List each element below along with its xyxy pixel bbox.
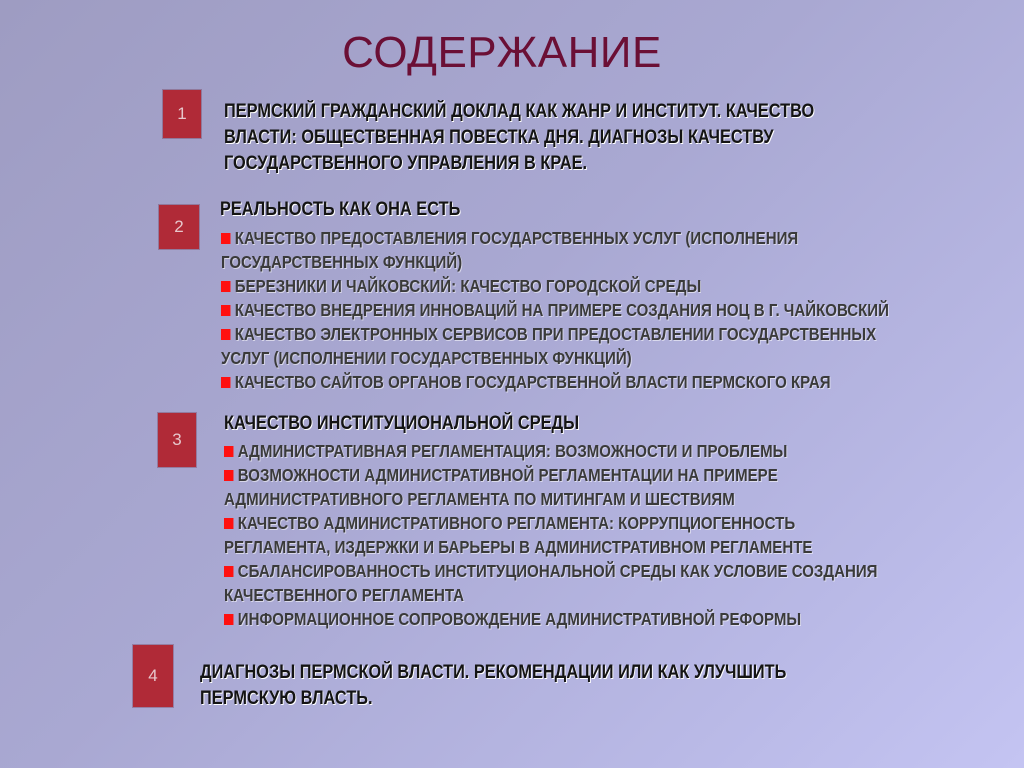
section-number-4: 4 [133, 645, 173, 707]
section-4-heading [200, 660, 786, 712]
red-square-bullet-icon [224, 518, 233, 529]
list-item-text: АДМИНИСТРАТИВНАЯ РЕГЛАМЕНТАЦИЯ: ВОЗМОЖНОСТИ И ПРОБЛЕМЫ [237, 441, 788, 461]
list-item [221, 322, 889, 370]
list-item [224, 511, 877, 559]
section-2-heading: РЕАЛЬНОСТЬ КАК ОНА ЕСТЬ [220, 199, 461, 220]
list-item-text: КАЧЕСТВО ВНЕДРЕНИЯ ИННОВАЦИЙ НА ПРИМЕРЕ СОЗДАНИЯ НОЦ В Г. ЧАЙКОВСКИЙ [234, 300, 889, 320]
section-4-heading-line: ДИАГНОЗЫ ПЕРМСКОЙ ВЛАСТИ. РЕКОМЕНДАЦИИ ИЛИ КАК УЛУЧШИТЬ [200, 662, 787, 683]
list-item-text: СБАЛАНСИРОВАННОСТЬ ИНСТИТУЦИОНАЛЬНОЙ СРЕДЫ КАК УСЛОВИЕ СОЗДАНИЯ [237, 561, 878, 581]
red-square-bullet-icon [224, 566, 233, 577]
list-item-text: ВОЗМОЖНОСТИ АДМИНИСТРАТИВНОЙ РЕГЛАМЕНТАЦИИ НА ПРИМЕРЕ [237, 465, 778, 485]
section-number-1: 1 [163, 90, 201, 138]
red-square-bullet-icon [224, 470, 233, 481]
section-1-heading [224, 99, 814, 177]
list-item [221, 298, 889, 322]
list-item [221, 370, 889, 394]
red-square-bullet-icon [221, 377, 230, 388]
slide-title: СОДЕРЖАНИЕ [342, 28, 662, 77]
list-item-text: УСЛУГ (ИСПОЛНЕНИИ ГОСУДАРСТВЕННЫХ ФУНКЦИЙ) [221, 348, 632, 368]
section-1-heading-line: ПЕРМСКИЙ ГРАЖДАНСКИЙ ДОКЛАД КАК ЖАНР И ИНСТИТУТ. КАЧЕСТВО [224, 101, 815, 122]
list-item-text: КАЧЕСТВО АДМИНИСТРАТИВНОГО РЕГЛАМЕНТА: КОРРУПЦИОГЕННОСТЬ [237, 513, 796, 533]
section-number-2: 2 [159, 205, 199, 249]
section-1-heading-line: ГОСУДАРСТВЕННОГО УПРАВЛЕНИЯ В КРАЕ. [224, 153, 588, 174]
section-4-heading-line: ПЕРМСКУЮ ВЛАСТЬ. [200, 688, 373, 709]
list-item [224, 439, 877, 463]
list-item [221, 274, 889, 298]
list-item [224, 607, 877, 631]
red-square-bullet-icon [221, 281, 230, 292]
red-square-bullet-icon [221, 329, 230, 340]
list-item [224, 559, 877, 607]
list-item [221, 226, 889, 274]
red-square-bullet-icon [221, 233, 230, 244]
red-square-bullet-icon [224, 446, 233, 457]
list-item-text: КАЧЕСТВО САЙТОВ ОРГАНОВ ГОСУДАРСТВЕННОЙ ВЛАСТИ ПЕРМСКОГО КРАЯ [234, 372, 831, 392]
list-item-text: КАЧЕСТВЕННОГО РЕГЛАМЕНТА [224, 585, 465, 605]
list-item-text: АДМИНИСТРАТИВНОГО РЕГЛАМЕНТА ПО МИТИНГАМ И ШЕСТВИЯМ [224, 489, 735, 509]
list-item [224, 463, 877, 511]
section-1-heading-line: ВЛАСТИ: ОБЩЕСТВЕННАЯ ПОВЕСТКА ДНЯ. ДИАГНОЗЫ КАЧЕСТВУ [224, 127, 774, 148]
red-square-bullet-icon [221, 305, 230, 316]
list-item-text: БЕРЕЗНИКИ И ЧАЙКОВСКИЙ: КАЧЕСТВО ГОРОДСКОЙ СРЕДЫ [234, 276, 702, 296]
section-3-heading: КАЧЕСТВО ИНСТИТУЦИОНАЛЬНОЙ СРЕДЫ [224, 413, 580, 434]
section-number-3: 3 [158, 413, 196, 467]
list-item-text: ИНФОРМАЦИОННОЕ СОПРОВОЖДЕНИЕ АДМИНИСТРАТИВНОЙ РЕФОРМЫ [237, 609, 802, 629]
list-item-text: КАЧЕСТВО ПРЕДОСТАВЛЕНИЯ ГОСУДАРСТВЕННЫХ УСЛУГ (ИСПОЛНЕНИЯ [234, 228, 799, 248]
list-item-text: КАЧЕСТВО ЭЛЕКТРОННЫХ СЕРВИСОВ ПРИ ПРЕДОСТАВЛЕНИИ ГОСУДАРСТВЕННЫХ [234, 324, 877, 344]
red-square-bullet-icon [224, 614, 233, 625]
list-item-text: ГОСУДАРСТВЕННЫХ ФУНКЦИЙ) [221, 252, 463, 272]
section-2-list [221, 226, 889, 394]
section-3-list [224, 439, 877, 631]
list-item-text: РЕГЛАМЕНТА, ИЗДЕРЖКИ И БАРЬЕРЫ В АДМИНИСТРАТИВНОМ РЕГЛАМЕНТЕ [224, 537, 813, 557]
